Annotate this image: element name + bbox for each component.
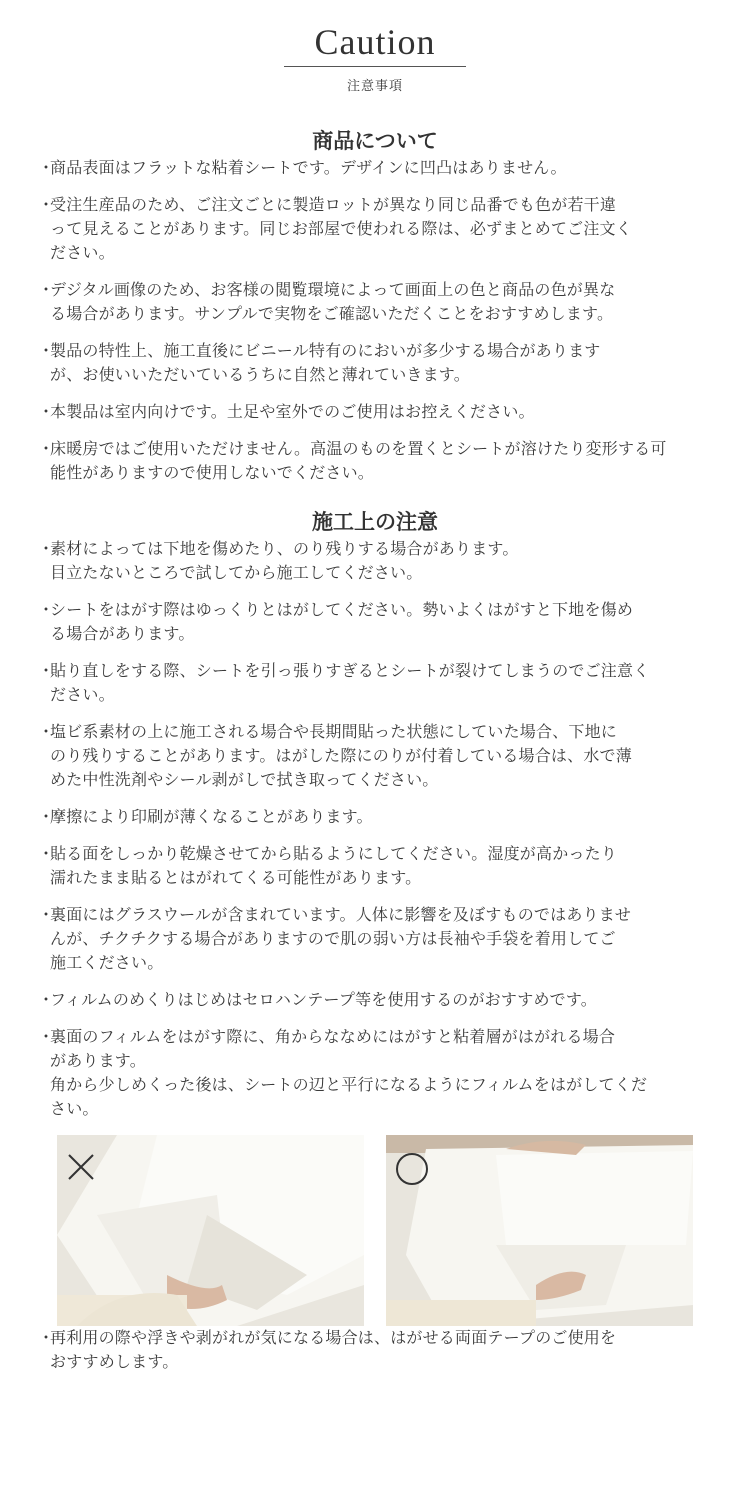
bullet: ・	[38, 158, 55, 177]
note-item	[38, 156, 712, 180]
note-line: フィルムのめくりはじめはセロハンテープ等を使用するのがおすすめです。	[50, 990, 597, 1009]
note-line: があります。	[50, 1051, 146, 1070]
bullet: ・	[38, 661, 55, 680]
note-item	[38, 805, 712, 829]
note-line: 目立たないところで試してから施工してください。	[50, 563, 423, 582]
note-line: 裏面のフィルムをはがす際に、角からななめにはがすと粘着層がはがれる場合	[50, 1027, 616, 1046]
note-item	[38, 903, 712, 975]
note-item	[38, 1025, 712, 1121]
note-line: 本製品は室内向けです。土足や室外でのご使用はお控えください。	[50, 402, 535, 421]
note-line: 塩ビ系素材の上に施工される場合や長期間貼った状態にしていた場合、下地に	[50, 722, 618, 741]
page-subtitle: 注意事項	[346, 79, 403, 94]
note-item	[38, 720, 712, 792]
note-line: 床暖房ではご使用いただけません。高温のものを置くとシートが溶けたり変形する可	[50, 439, 667, 458]
product-notes-list	[0, 156, 750, 485]
correct-peeling-illustration	[386, 1135, 693, 1326]
note-line: ださい。	[50, 243, 115, 262]
bullet: ・	[38, 439, 55, 458]
note-line: 裏面にはグラスウールが含まれています。人体に影響を及ぼすものではありませ	[50, 905, 632, 924]
photo-correct-peeling	[386, 1135, 693, 1326]
note-line: 摩擦により印刷が薄くなることがあります。	[50, 807, 373, 826]
note-line: る場合があります。	[50, 624, 195, 643]
note-item	[38, 278, 712, 326]
bullet: ・	[38, 280, 55, 299]
note-line: おすすめします。	[50, 1352, 179, 1371]
note-line: 施工ください。	[50, 953, 164, 972]
note-line: 再利用の際や浮きや剥がれが気になる場合は、はがせる両面テープのご使用を	[50, 1328, 617, 1347]
note-item	[38, 400, 712, 424]
bullet: ・	[38, 807, 55, 826]
note-line: る場合があります。サンプルで実物をご確認いただくことをおすすめします。	[50, 304, 614, 323]
note-item	[38, 842, 712, 890]
note-item	[38, 437, 712, 485]
note-line: 受注生産品のため、ご注文ごとに製造ロットが異なり同じ品番でも色が若干違	[50, 195, 617, 214]
note-line: 濡れたまま貼るとはがれてくる可能性があります。	[50, 868, 422, 887]
wrong-peeling-illustration	[57, 1135, 364, 1326]
note-line: が、お使いいただいているうちに自然と薄れていきます。	[50, 365, 470, 384]
note-item	[38, 659, 712, 707]
note-line: デジタル画像のため、お客様の閲覧環境によって画面上の色と商品の色が異な	[50, 280, 616, 299]
note-line: 製品の特性上、施工直後にビニール特有のにおいが多少する場合があります	[50, 341, 601, 360]
note-line: って見えることがあります。同じお部屋で使われる際は、必ずまとめてご注文く	[50, 219, 632, 238]
note-line: めた中性洗剤やシール剥がしで拭き取ってください。	[50, 770, 439, 789]
note-item	[38, 537, 712, 585]
note-line: 素材によっては下地を傷めたり、のり残りする場合があります。	[50, 539, 519, 558]
section-heading-installation: 施工上の注意	[312, 510, 438, 534]
bullet: ・	[38, 539, 55, 558]
bullet: ・	[38, 195, 55, 214]
note-line: 商品表面はフラットな粘着シートです。デザインに凹凸はありません。	[50, 158, 567, 177]
reuse-note	[38, 1326, 712, 1374]
reuse-note-list	[0, 1326, 750, 1374]
note-line: シートをはがす際はゆっくりとはがしてください。勢いよくはがすと下地を傷め	[50, 600, 634, 619]
note-line: 貼り直しをする際、シートを引っ張りすぎるとシートが裂けてしまうのでご注意く	[50, 661, 650, 680]
note-line: のり残りすることがあります。はがした際にのりが付着している場合は、水で薄	[50, 746, 632, 765]
note-line: んが、チクチクする場合がありますので肌の弱い方は長袖や手袋を着用してご	[50, 929, 616, 948]
peeling-photos	[0, 1135, 750, 1326]
note-line: 角から少しめくった後は、シートの辺と平行になるようにフィルムをはがしてくだ	[50, 1075, 648, 1094]
photo-wrong-peeling	[57, 1135, 364, 1326]
note-line: さい。	[50, 1099, 99, 1118]
note-line: 貼る面をしっかり乾燥させてから貼るようにしてください。湿度が高かったり	[50, 844, 618, 863]
bullet: ・	[38, 722, 55, 741]
caution-header	[0, 0, 750, 94]
note-item	[38, 339, 712, 387]
bullet: ・	[38, 1328, 55, 1347]
page-title: Caution	[314, 22, 436, 62]
bullet: ・	[38, 402, 55, 421]
section-heading-product: 商品について	[312, 129, 438, 153]
note-line: 能性がありますので使用しないでください。	[50, 463, 375, 482]
note-line: ださい。	[50, 685, 115, 704]
bullet: ・	[38, 990, 55, 1009]
bullet: ・	[38, 341, 55, 360]
bullet: ・	[38, 600, 55, 619]
note-item	[38, 193, 712, 265]
note-item	[38, 988, 712, 1012]
installation-notes-list	[0, 537, 750, 1121]
title-divider	[284, 66, 466, 67]
bullet: ・	[38, 844, 55, 863]
bullet: ・	[38, 1027, 55, 1046]
note-item	[38, 598, 712, 646]
bullet: ・	[38, 905, 55, 924]
